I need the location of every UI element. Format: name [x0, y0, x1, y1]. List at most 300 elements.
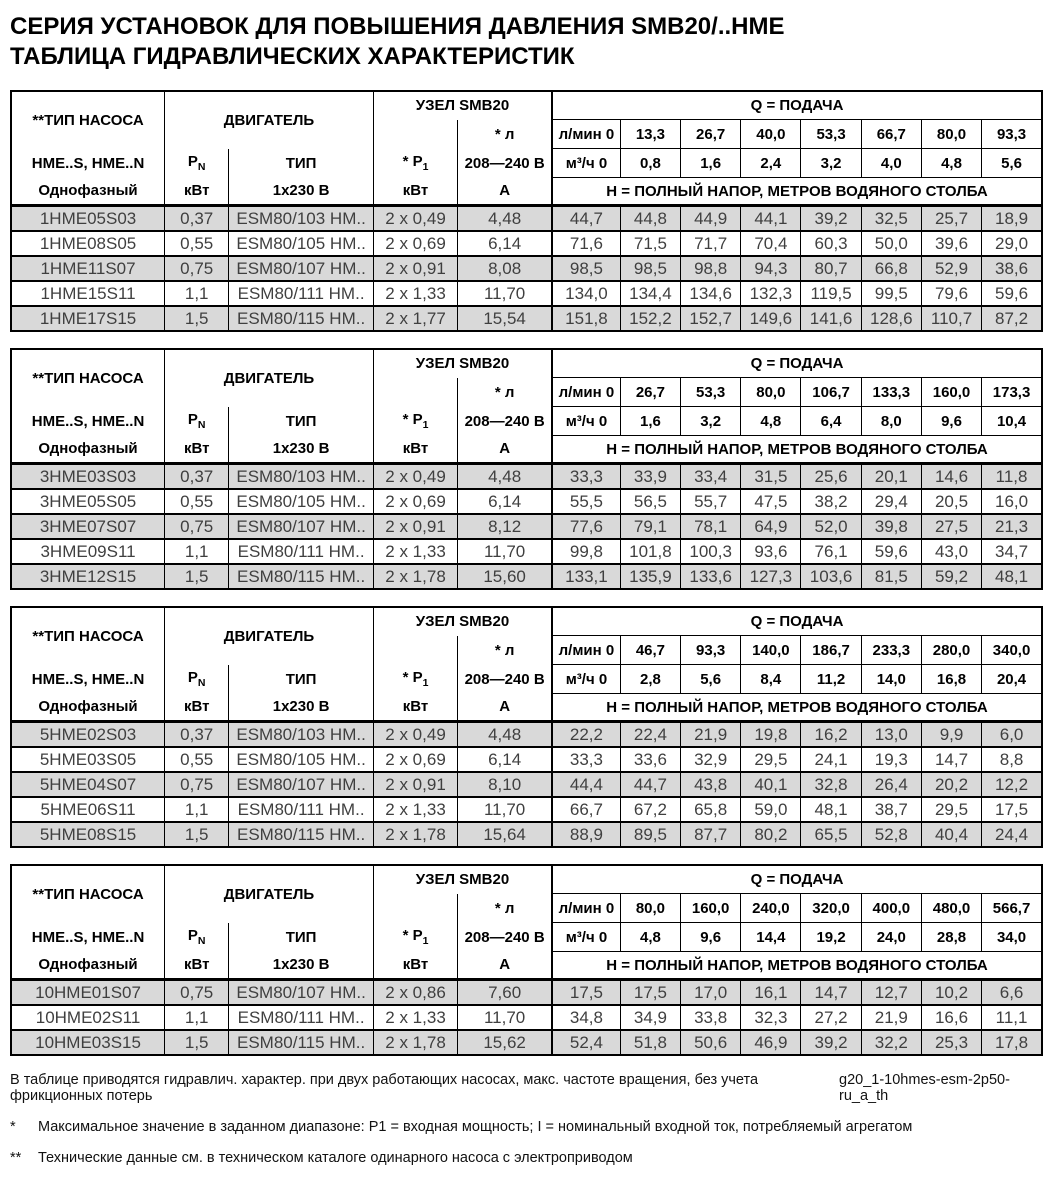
- p1-unit-header: кВт: [373, 178, 457, 206]
- pn-header-subscript: N: [197, 677, 206, 689]
- flow-lmin-value: 46,7: [620, 636, 680, 665]
- flow-lmin-value: 93,3: [681, 636, 741, 665]
- head-value-cell: 149,6: [741, 306, 801, 331]
- head-value-cell: 16,2: [801, 722, 861, 748]
- pump-model-cell: 3HME07S07: [11, 514, 165, 539]
- head-value-cell: 38,6: [982, 256, 1042, 281]
- flow-lmin-label: л/мин 0: [552, 378, 620, 407]
- head-value-cell: 25,6: [801, 464, 861, 490]
- pump-row-1HME11S07: [11, 256, 1042, 281]
- motor-type-cell: ESM80/107 HM..: [229, 514, 374, 539]
- hydraulic-tables-container: [10, 90, 1043, 1056]
- current-l-header: * л: [458, 378, 552, 407]
- q-flow-group-header: Q = ПОДАЧА: [552, 349, 1042, 378]
- flow-lmin-value: 53,3: [801, 120, 861, 149]
- head-value-cell: 18,9: [982, 206, 1042, 232]
- head-value-cell: 103,6: [801, 564, 861, 589]
- head-value-cell: 39,8: [861, 514, 921, 539]
- flow-m3h-value: 3,2: [681, 407, 741, 436]
- head-value-cell: 134,6: [681, 281, 741, 306]
- head-value-cell: 79,6: [921, 281, 981, 306]
- head-value-cell: 29,5: [741, 747, 801, 772]
- motor-type-header: ТИП: [229, 923, 374, 952]
- p1-value-cell: 2 x 1,33: [373, 797, 457, 822]
- pump-row-1HME15S11: [11, 281, 1042, 306]
- head-value-cell: 34,8: [552, 1005, 620, 1030]
- head-value-cell: 50,6: [681, 1030, 741, 1055]
- pump-row-1HME17S15: [11, 306, 1042, 331]
- head-value-cell: 16,6: [921, 1005, 981, 1030]
- motor-type-cell: ESM80/105 HM..: [229, 231, 374, 256]
- flow-m3h-value: 3,2: [801, 149, 861, 178]
- smb20-unit-header: УЗЕЛ SMB20: [373, 865, 552, 894]
- head-value-cell: 48,1: [982, 564, 1042, 589]
- pump-model-cell: 1HME05S03: [11, 206, 165, 232]
- head-value-cell: 27,2: [801, 1005, 861, 1030]
- flow-m3h-label: м³/ч 0: [552, 665, 620, 694]
- head-value-cell: 43,0: [921, 539, 981, 564]
- head-value-cell: 71,7: [681, 231, 741, 256]
- head-value-cell: 110,7: [921, 306, 981, 331]
- pump-type-header: **ТИП НАСОСА: [32, 627, 144, 645]
- pump-row-5HME08S15: [11, 822, 1042, 847]
- head-value-cell: 20,1: [861, 464, 921, 490]
- head-value-cell: 89,5: [620, 822, 680, 847]
- pump-row-3HME07S07: [11, 514, 1042, 539]
- head-header: Н = ПОЛНЫЙ НАПОР, МЕТРОВ ВОДЯНОГО СТОЛБА: [552, 694, 1042, 722]
- motor-type-cell: ESM80/115 HM..: [229, 306, 374, 331]
- pump-row-10HME01S07: [11, 980, 1042, 1006]
- current-value-cell: 4,48: [458, 464, 552, 490]
- table-note-row: [10, 1072, 1043, 1104]
- head-value-cell: 33,4: [681, 464, 741, 490]
- head-value-cell: 31,5: [741, 464, 801, 490]
- current-value-cell: 6,14: [458, 747, 552, 772]
- page-title: [10, 12, 1043, 72]
- pump-model-cell: 5HME06S11: [11, 797, 165, 822]
- table-note: В таблице приводятся гидравлич. характер. при двух работающих насосах, макс. частоте вращения, без учета фрикционных потерь: [10, 1072, 759, 1104]
- head-value-cell: 47,5: [741, 489, 801, 514]
- head-value-cell: 27,5: [921, 514, 981, 539]
- p1-value-cell: 2 x 1,33: [373, 539, 457, 564]
- smb20-unit-header: УЗЕЛ SMB20: [373, 91, 552, 120]
- head-value-cell: 17,5: [620, 980, 680, 1006]
- current-value-cell: 4,48: [458, 206, 552, 232]
- head-value-cell: 44,4: [552, 772, 620, 797]
- flow-m3h-value: 20,4: [982, 665, 1042, 694]
- head-value-cell: 16,1: [741, 980, 801, 1006]
- flow-lmin-value: 133,3: [861, 378, 921, 407]
- footnote-marker: *: [10, 1119, 16, 1135]
- head-value-cell: 65,5: [801, 822, 861, 847]
- footnote-text: Технические данные см. в техническом каталоге одинарного насоса с электроприводом: [38, 1150, 633, 1166]
- motor-voltage-header: 1x230 В: [229, 178, 374, 206]
- flow-lmin-value: 40,0: [741, 120, 801, 149]
- p1-header-spacer: [373, 894, 457, 923]
- head-value-cell: 40,1: [741, 772, 801, 797]
- flow-m3h-value: 0,8: [620, 149, 680, 178]
- head-value-cell: 71,5: [620, 231, 680, 256]
- flow-m3h-value: 4,8: [921, 149, 981, 178]
- head-value-cell: 66,8: [861, 256, 921, 281]
- pump-model-cell: 1HME11S07: [11, 256, 165, 281]
- p1-unit-header: кВт: [373, 436, 457, 464]
- flow-m3h-value: 19,2: [801, 923, 861, 952]
- head-value-cell: 87,2: [982, 306, 1042, 331]
- head-value-cell: 22,2: [552, 722, 620, 748]
- current-value-cell: 11,70: [458, 1005, 552, 1030]
- flow-m3h-value: 4,8: [620, 923, 680, 952]
- head-value-cell: 80,2: [741, 822, 801, 847]
- current-unit-header: А: [458, 952, 552, 980]
- flow-m3h-value: 8,0: [861, 407, 921, 436]
- p1-value-cell: 2 x 1,78: [373, 822, 457, 847]
- motor-type-cell: ESM80/111 HM..: [229, 797, 374, 822]
- p1-value-cell: 2 x 0,69: [373, 747, 457, 772]
- head-value-cell: 21,9: [861, 1005, 921, 1030]
- motor-type-cell: ESM80/111 HM..: [229, 1005, 374, 1030]
- head-value-cell: 32,2: [861, 1030, 921, 1055]
- head-value-cell: 100,3: [681, 539, 741, 564]
- pn-value-cell: 0,75: [165, 256, 229, 281]
- head-value-cell: 44,9: [681, 206, 741, 232]
- p1-header: * $P_1$: [373, 923, 457, 952]
- flow-m3h-label: м³/ч 0: [552, 407, 620, 436]
- current-value-cell: 15,64: [458, 822, 552, 847]
- head-value-cell: 44,8: [620, 206, 680, 232]
- head-value-cell: 12,2: [982, 772, 1042, 797]
- current-range-header: 208—240 В: [458, 923, 552, 952]
- pump-row-3HME09S11: [11, 539, 1042, 564]
- pn-value-cell: 1,5: [165, 1030, 229, 1055]
- single-phase-header: Однофазный: [11, 436, 165, 464]
- flow-lmin-value: 320,0: [801, 894, 861, 923]
- p1-value-cell: 2 x 0,49: [373, 206, 457, 232]
- pn-value-cell: 1,1: [165, 1005, 229, 1030]
- flow-lmin-value: 66,7: [861, 120, 921, 149]
- p1-header-subscript: 1: [422, 161, 429, 173]
- p1-header-spacer: [373, 120, 457, 149]
- head-value-cell: 59,2: [921, 564, 981, 589]
- pn-unit-header: кВт: [165, 178, 229, 206]
- flow-m3h-value: 5,6: [982, 149, 1042, 178]
- current-range-header: 208—240 В: [458, 407, 552, 436]
- pn-value-cell: 1,1: [165, 797, 229, 822]
- head-value-cell: 141,6: [801, 306, 861, 331]
- pump-row-5HME04S07: [11, 772, 1042, 797]
- head-value-cell: 17,0: [681, 980, 741, 1006]
- pump-models-header: HME..S, HME..N: [31, 154, 145, 172]
- flow-lmin-value: 80,0: [741, 378, 801, 407]
- head-value-cell: 34,7: [982, 539, 1042, 564]
- current-value-cell: 6,14: [458, 231, 552, 256]
- head-value-cell: 79,1: [620, 514, 680, 539]
- head-value-cell: 152,2: [620, 306, 680, 331]
- pn-header-subscript: N: [197, 935, 206, 947]
- smb20-unit-header: УЗЕЛ SMB20: [373, 349, 552, 378]
- head-value-cell: 135,9: [620, 564, 680, 589]
- head-value-cell: 99,5: [861, 281, 921, 306]
- pump-model-cell: 5HME03S05: [11, 747, 165, 772]
- pump-row-10HME03S15: [11, 1030, 1042, 1055]
- head-value-cell: 44,7: [552, 206, 620, 232]
- head-value-cell: 21,9: [681, 722, 741, 748]
- flow-m3h-value: 1,6: [681, 149, 741, 178]
- current-value-cell: 15,62: [458, 1030, 552, 1055]
- flow-lmin-value: 400,0: [861, 894, 921, 923]
- head-value-cell: 133,1: [552, 564, 620, 589]
- pump-model-cell: 1HME17S15: [11, 306, 165, 331]
- head-value-cell: 78,1: [681, 514, 741, 539]
- head-value-cell: 80,7: [801, 256, 861, 281]
- head-value-cell: 32,3: [741, 1005, 801, 1030]
- motor-type-cell: ESM80/115 HM..: [229, 1030, 374, 1055]
- head-value-cell: 65,8: [681, 797, 741, 822]
- motor-type-cell: ESM80/103 HM..: [229, 206, 374, 232]
- head-value-cell: 24,1: [801, 747, 861, 772]
- flow-lmin-value: 233,3: [861, 636, 921, 665]
- head-value-cell: 152,7: [681, 306, 741, 331]
- p1-value-cell: 2 x 0,91: [373, 514, 457, 539]
- pump-row-10HME02S11: [11, 1005, 1042, 1030]
- current-value-cell: 6,14: [458, 489, 552, 514]
- head-value-cell: 59,6: [982, 281, 1042, 306]
- motor-type-header: ТИП: [229, 665, 374, 694]
- current-unit-header: А: [458, 178, 552, 206]
- pump-row-3HME12S15: [11, 564, 1042, 589]
- p1-header-subscript: 1: [422, 677, 429, 689]
- flow-m3h-value: 10,4: [982, 407, 1042, 436]
- head-value-cell: 94,3: [741, 256, 801, 281]
- motor-type-cell: ESM80/107 HM..: [229, 256, 374, 281]
- pn-header: $P_N$: [165, 665, 229, 694]
- p1-header: * $P_1$: [373, 149, 457, 178]
- head-value-cell: 52,9: [921, 256, 981, 281]
- single-phase-header: Однофазный: [11, 178, 165, 206]
- pn-value-cell: 1,1: [165, 281, 229, 306]
- pn-value-cell: 0,37: [165, 722, 229, 748]
- p1-value-cell: 2 x 1,77: [373, 306, 457, 331]
- head-value-cell: 29,0: [982, 231, 1042, 256]
- flow-lmin-value: 26,7: [620, 378, 680, 407]
- p1-header-subscript: 1: [422, 419, 429, 431]
- pump-model-cell: 10HME01S07: [11, 980, 165, 1006]
- current-range-header: 208—240 В: [458, 149, 552, 178]
- current-value-cell: 15,60: [458, 564, 552, 589]
- p1-value-cell: 2 x 1,33: [373, 1005, 457, 1030]
- head-value-cell: 76,1: [801, 539, 861, 564]
- flow-m3h-value: 9,6: [921, 407, 981, 436]
- head-value-cell: 11,8: [982, 464, 1042, 490]
- pn-value-cell: 0,55: [165, 489, 229, 514]
- head-value-cell: 127,3: [741, 564, 801, 589]
- head-value-cell: 77,6: [552, 514, 620, 539]
- head-value-cell: 87,7: [681, 822, 741, 847]
- head-value-cell: 8,8: [982, 747, 1042, 772]
- head-value-cell: 33,3: [552, 464, 620, 490]
- head-value-cell: 32,8: [801, 772, 861, 797]
- current-value-cell: 11,70: [458, 797, 552, 822]
- motor-type-cell: ESM80/107 HM..: [229, 772, 374, 797]
- flow-m3h-value: 2,8: [620, 665, 680, 694]
- pn-header-subscript: N: [197, 161, 206, 173]
- footnote-marker: **: [10, 1150, 22, 1166]
- head-value-cell: 101,8: [620, 539, 680, 564]
- footnote-asterisk: [10, 1119, 1043, 1135]
- flow-lmin-label: л/мин 0: [552, 894, 620, 923]
- flow-m3h-label: м³/ч 0: [552, 149, 620, 178]
- head-value-cell: 32,9: [681, 747, 741, 772]
- head-value-cell: 59,6: [861, 539, 921, 564]
- head-value-cell: 17,5: [552, 980, 620, 1006]
- p1-value-cell: 2 x 0,49: [373, 464, 457, 490]
- head-value-cell: 67,2: [620, 797, 680, 822]
- head-value-cell: 38,7: [861, 797, 921, 822]
- head-value-cell: 93,6: [741, 539, 801, 564]
- head-value-cell: 22,4: [620, 722, 680, 748]
- head-value-cell: 44,7: [620, 772, 680, 797]
- head-value-cell: 12,7: [861, 980, 921, 1006]
- head-value-cell: 19,8: [741, 722, 801, 748]
- pump-model-cell: 3HME03S03: [11, 464, 165, 490]
- head-value-cell: 17,5: [982, 797, 1042, 822]
- pn-value-cell: 1,5: [165, 564, 229, 589]
- pn-value-cell: 1,5: [165, 306, 229, 331]
- flow-lmin-value: 80,0: [620, 894, 680, 923]
- head-value-cell: 59,0: [741, 797, 801, 822]
- head-value-cell: 17,8: [982, 1030, 1042, 1055]
- pn-value-cell: 0,55: [165, 747, 229, 772]
- head-value-cell: 25,7: [921, 206, 981, 232]
- motor-voltage-header: 1x230 В: [229, 694, 374, 722]
- pump-row-1HME08S05: [11, 231, 1042, 256]
- flow-lmin-label: л/мин 0: [552, 120, 620, 149]
- pump-model-cell: 1HME15S11: [11, 281, 165, 306]
- head-value-cell: 71,6: [552, 231, 620, 256]
- pump-model-cell: 5HME02S03: [11, 722, 165, 748]
- pump-row-3HME05S05: [11, 489, 1042, 514]
- pump-row-5HME02S03: [11, 722, 1042, 748]
- head-value-cell: 48,1: [801, 797, 861, 822]
- footnote-double-asterisk: [10, 1150, 1043, 1166]
- motor-type-cell: ESM80/103 HM..: [229, 464, 374, 490]
- pn-header: $P_N$: [165, 923, 229, 952]
- head-value-cell: 24,4: [982, 822, 1042, 847]
- head-value-cell: 34,9: [620, 1005, 680, 1030]
- head-value-cell: 33,8: [681, 1005, 741, 1030]
- head-value-cell: 46,9: [741, 1030, 801, 1055]
- head-value-cell: 98,5: [620, 256, 680, 281]
- pump-type-header: **ТИП НАСОСА: [32, 885, 144, 903]
- head-value-cell: 99,8: [552, 539, 620, 564]
- flow-m3h-value: 28,8: [921, 923, 981, 952]
- pump-row-5HME03S05: [11, 747, 1042, 772]
- single-phase-header: Однофазный: [11, 694, 165, 722]
- head-value-cell: 133,6: [681, 564, 741, 589]
- flow-m3h-value: 8,4: [741, 665, 801, 694]
- pn-unit-header: кВт: [165, 436, 229, 464]
- current-unit-header: А: [458, 436, 552, 464]
- flow-m3h-value: 11,2: [801, 665, 861, 694]
- head-value-cell: 29,4: [861, 489, 921, 514]
- doc-code: g20_1-10hmes-esm-2p50-ru_a_th: [839, 1072, 1010, 1104]
- head-value-cell: 88,9: [552, 822, 620, 847]
- flow-lmin-label: л/мин 0: [552, 636, 620, 665]
- head-value-cell: 39,6: [921, 231, 981, 256]
- motor-type-cell: ESM80/103 HM..: [229, 722, 374, 748]
- head-value-cell: 52,0: [801, 514, 861, 539]
- head-value-cell: 25,3: [921, 1030, 981, 1055]
- hydraulic-table-3: [10, 606, 1043, 848]
- motor-group-header: ДВИГАТЕЛЬ: [165, 607, 374, 665]
- head-value-cell: 51,8: [620, 1030, 680, 1055]
- pump-type-header: **ТИП НАСОСА: [32, 111, 144, 129]
- page-title-line-2: ТАБЛИЦА ГИДРАВЛИЧЕСКИХ ХАРАКТЕРИСТИК: [10, 43, 575, 70]
- flow-m3h-value: 4,8: [741, 407, 801, 436]
- current-l-header: * л: [458, 636, 552, 665]
- hydraulic-table-2: [10, 348, 1043, 590]
- footnote-text: Максимальное значение в заданном диапазоне: P1 = входная мощность; I = номинальный входной ток, потребляемый агрегатом: [38, 1119, 913, 1135]
- motor-voltage-header: 1x230 В: [229, 952, 374, 980]
- head-value-cell: 39,2: [801, 206, 861, 232]
- pn-header-subscript: N: [197, 419, 206, 431]
- head-value-cell: 98,5: [552, 256, 620, 281]
- head-value-cell: 40,4: [921, 822, 981, 847]
- p1-unit-header: кВт: [373, 952, 457, 980]
- pn-value-cell: 1,1: [165, 539, 229, 564]
- pump-model-cell: 3HME09S11: [11, 539, 165, 564]
- current-value-cell: 11,70: [458, 539, 552, 564]
- motor-type-cell: ESM80/105 HM..: [229, 747, 374, 772]
- head-value-cell: 33,9: [620, 464, 680, 490]
- p1-header: * $P_1$: [373, 407, 457, 436]
- head-header: Н = ПОЛНЫЙ НАПОР, МЕТРОВ ВОДЯНОГО СТОЛБА: [552, 952, 1042, 980]
- head-value-cell: 98,8: [681, 256, 741, 281]
- head-value-cell: 13,0: [861, 722, 921, 748]
- head-value-cell: 43,8: [681, 772, 741, 797]
- p1-value-cell: 2 x 0,69: [373, 489, 457, 514]
- flow-lmin-value: 340,0: [982, 636, 1042, 665]
- pump-model-cell: 10HME03S15: [11, 1030, 165, 1055]
- pn-unit-header: кВт: [165, 952, 229, 980]
- p1-header-subscript: 1: [422, 935, 429, 947]
- pn-value-cell: 0,37: [165, 464, 229, 490]
- head-value-cell: 26,4: [861, 772, 921, 797]
- motor-type-header: ТИП: [229, 407, 374, 436]
- pump-models-header: HME..S, HME..N: [31, 412, 145, 430]
- head-value-cell: 14,7: [921, 747, 981, 772]
- head-value-cell: 14,6: [921, 464, 981, 490]
- head-value-cell: 64,9: [741, 514, 801, 539]
- p1-header-spacer: [373, 636, 457, 665]
- head-value-cell: 20,5: [921, 489, 981, 514]
- pump-row-5HME06S11: [11, 797, 1042, 822]
- flow-lmin-value: 53,3: [681, 378, 741, 407]
- motor-voltage-header: 1x230 В: [229, 436, 374, 464]
- p1-value-cell: 2 x 0,91: [373, 772, 457, 797]
- pump-row-1HME05S03: [11, 206, 1042, 232]
- pump-models-header: HME..S, HME..N: [31, 670, 145, 688]
- current-value-cell: 8,10: [458, 772, 552, 797]
- pn-value-cell: 0,37: [165, 206, 229, 232]
- head-value-cell: 20,2: [921, 772, 981, 797]
- p1-value-cell: 2 x 0,49: [373, 722, 457, 748]
- pump-row-3HME03S03: [11, 464, 1042, 490]
- flow-m3h-value: 5,6: [681, 665, 741, 694]
- flow-m3h-value: 6,4: [801, 407, 861, 436]
- head-value-cell: 38,2: [801, 489, 861, 514]
- head-value-cell: 134,0: [552, 281, 620, 306]
